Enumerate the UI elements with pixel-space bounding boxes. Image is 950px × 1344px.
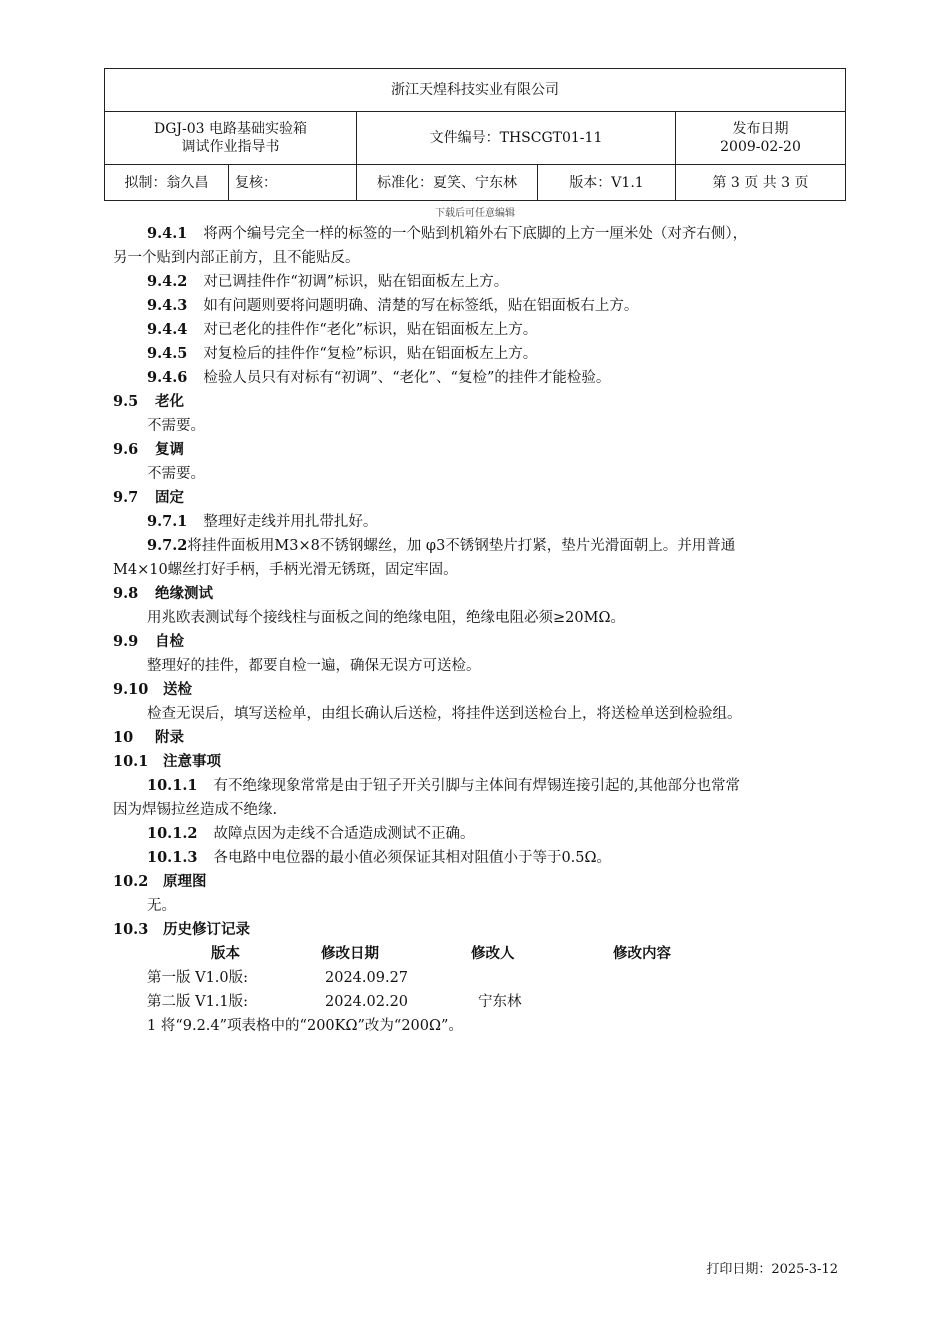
item-text-continued: M4×10螺丝打好手柄，手柄光滑无锈斑，固定牢固。 xyxy=(113,562,458,578)
paragraph-text: 不需要。 xyxy=(147,466,205,482)
text-line xyxy=(147,366,610,390)
text-line xyxy=(113,798,277,822)
section-number: 9.10 xyxy=(113,681,149,698)
text-line xyxy=(113,582,213,606)
text-line xyxy=(147,294,638,318)
item-number: 9.4.4 xyxy=(147,321,188,338)
item-text: 将挂件面板用M3×8不锈钢螺丝，加 φ3不锈钢垫片打紧，垫片光滑面朝上。并用普通 xyxy=(187,538,736,554)
section-title: 原理图 xyxy=(163,873,207,890)
section-title: 老化 xyxy=(155,393,184,410)
item-text-continued: 因为焊锡拉丝造成不绝缘. xyxy=(113,802,278,818)
paragraph-text: 不需要。 xyxy=(147,418,205,434)
item-number: 10.1.3 xyxy=(147,849,198,866)
revision-cell: 第一版 V1.0版: xyxy=(147,970,249,986)
item-number: 9.7.2 xyxy=(147,537,188,554)
text-line xyxy=(147,414,205,438)
text-line xyxy=(147,318,537,342)
text-line xyxy=(113,678,192,702)
item-text: 对已调挂件作“初调”标识，贴在铝面板左上方。 xyxy=(203,274,509,290)
item-text: 整理好走线并用扎带扎好。 xyxy=(203,514,378,530)
page-number: 第 3 页 共 3 页 xyxy=(676,165,846,201)
item-text: 对已老化的挂件作“老化”标识，贴在铝面板左上方。 xyxy=(203,322,538,338)
revision-row xyxy=(113,966,813,990)
text-line xyxy=(113,486,184,510)
print-date: 打印日期：2025-3-12 xyxy=(706,1262,838,1277)
text-line xyxy=(147,894,176,918)
revision-cell: 宁东林 xyxy=(478,994,522,1010)
version: 版本：V1.1 xyxy=(538,165,676,201)
watermark-text: 下载后可任意编辑 xyxy=(435,208,515,219)
revision-header-cell: 修改人 xyxy=(471,945,515,962)
header-table xyxy=(104,68,846,201)
section-number: 10.2 xyxy=(113,873,149,890)
text-line xyxy=(147,846,611,870)
section-number: 9.9 xyxy=(113,633,139,650)
text-line xyxy=(113,726,184,750)
item-number: 9.4.2 xyxy=(147,273,188,290)
item-text: 检验人员只有对标有“初调”、“老化”、“复检”的挂件才能检验。 xyxy=(203,370,611,386)
text-line xyxy=(113,918,250,942)
paragraph-text: 无。 xyxy=(147,898,176,914)
section-number: 9.5 xyxy=(113,393,139,410)
doc-title: DGJ-03 电路基础实验箱 调试作业指导书 xyxy=(105,112,357,165)
text-line xyxy=(113,390,184,414)
text-line xyxy=(147,774,740,798)
text-line xyxy=(113,750,221,774)
item-number: 9.4.3 xyxy=(147,297,188,314)
item-number: 10.1.2 xyxy=(147,825,198,842)
section-title: 复调 xyxy=(155,441,184,458)
standardizer: 标准化：夏笑、宁东林 xyxy=(357,165,538,201)
item-text: 有不绝缘现象常常是由于钮子开关引脚与主体间有焊锡连接引起的,其他部分也常常 xyxy=(213,778,741,794)
company-name: 浙江天煌科技实业有限公司 xyxy=(105,69,846,112)
text-line xyxy=(113,246,360,270)
paragraph-text: 检查无误后，填写送检单，由组长确认后送检，将挂件送到送检台上，将送检单送到检验组。 xyxy=(147,706,742,722)
text-line xyxy=(147,510,377,534)
text-line xyxy=(113,630,184,654)
item-number: 9.7.1 xyxy=(147,513,188,530)
drafter: 拟制：翁久昌 xyxy=(105,165,229,201)
text-line xyxy=(113,438,184,462)
file-number: 文件编号：THSCGT01-11 xyxy=(357,112,676,165)
paragraph-text: 用兆欧表测试每个接线柱与面板之间的绝缘电阻，绝缘电阻必须≥20MΩ。 xyxy=(147,610,625,626)
item-number: 10.1.1 xyxy=(147,777,198,794)
section-title: 注意事项 xyxy=(163,753,221,770)
revision-cell: 2024.09.27 xyxy=(325,970,409,986)
section-title: 自检 xyxy=(155,633,184,650)
revision-header-row xyxy=(113,942,813,966)
text-line xyxy=(147,270,508,294)
text-line xyxy=(147,342,537,366)
item-text-continued: 另一个贴到内部正前方，且不能贴反。 xyxy=(113,250,360,266)
section-title: 固定 xyxy=(155,489,184,506)
revision-row xyxy=(113,990,813,1014)
item-number: 9.4.1 xyxy=(147,225,188,242)
section-title: 附录 xyxy=(155,729,184,746)
text-line xyxy=(147,702,742,726)
item-number: 9.4.5 xyxy=(147,345,188,362)
item-text: 各电路中电位器的最小值必须保证其相对阻值小于等于0.5Ω。 xyxy=(213,850,612,866)
section-number: 10.3 xyxy=(113,921,149,938)
section-title: 送检 xyxy=(163,681,192,698)
text-line xyxy=(147,822,474,846)
text-line xyxy=(113,870,207,894)
item-text: 对复检后的挂件作“复检”标识，贴在铝面板左上方。 xyxy=(203,346,538,362)
paragraph-text: 整理好的挂件，都要自检一遍，确保无误方可送检。 xyxy=(147,658,481,674)
item-number: 9.4.6 xyxy=(147,369,188,386)
section-title: 历史修订记录 xyxy=(163,921,250,938)
item-text: 故障点因为走线不合适造成测试不正确。 xyxy=(213,826,475,842)
text-line xyxy=(113,558,458,582)
reviewer: 复核： xyxy=(229,165,357,201)
revision-header-cell: 版本 xyxy=(211,945,240,962)
text-line xyxy=(147,534,735,558)
revision-header-cell: 修改内容 xyxy=(613,945,671,962)
text-line xyxy=(147,654,481,678)
section-number: 10.1 xyxy=(113,753,149,770)
revision-header-cell: 修改日期 xyxy=(321,945,379,962)
item-text: 将两个编号完全一样的标签的一个贴到机箱外右下底脚的上方一厘米处（对齐右侧）， xyxy=(203,226,748,242)
item-text: 如有问题则要将问题明确、清楚的写在标签纸，贴在铝面板右上方。 xyxy=(203,298,639,314)
revision-cell: 2024.02.20 xyxy=(325,994,409,1010)
section-number: 9.6 xyxy=(113,441,139,458)
section-number: 9.7 xyxy=(113,489,139,506)
revision-note: 1 将“9.2.4”项表格中的“200KΩ”改为“200Ω”。 xyxy=(147,1018,463,1034)
revision-cell: 第二版 V1.1版: xyxy=(147,994,249,1010)
text-line xyxy=(147,606,625,630)
section-number: 10 xyxy=(113,729,134,746)
text-line xyxy=(147,222,747,246)
release-date: 发布日期 2009-02-20 xyxy=(676,112,846,165)
section-number: 9.8 xyxy=(113,585,139,602)
text-line xyxy=(147,462,205,486)
section-title: 绝缘测试 xyxy=(155,585,213,602)
